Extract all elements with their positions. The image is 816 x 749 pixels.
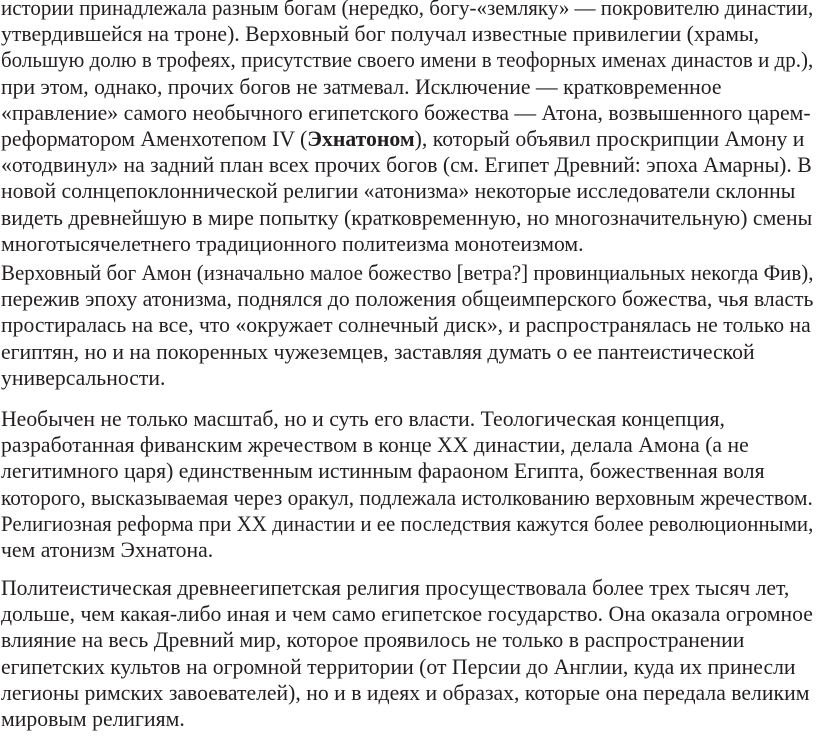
text-line: Верховный бог Амон (изначально малое божество [ветра?] провинциальных некогда Фив), [1,261,814,285]
text-line: видеть древнейшую в мире попытку (кратковременную, но многозначительную) смены [1,205,813,230]
text-line: истории принадлежала разным богам (нередко, богу-«земляку» — покровителю династии, [1,0,814,20]
paragraph-3 [1,406,816,563]
text-line-with-bold [1,126,813,152]
text-line: Необычен не только масштаб, но и суть его власти. Теологическая концепция, [1,407,725,431]
text-line: универсальности. [1,365,166,390]
paragraph-4 [1,575,816,732]
text-line: Религиозная реформа при XX династии и ее последствия кажутся более революционными, [1,511,814,536]
text-line: легионы римских завоевателей), но и в идеях и образах, которые она передала великим [1,680,810,705]
bold-name: Эхнатоном [307,126,415,151]
text-line: чем атонизм Эхнатона. [1,537,214,562]
paragraph-2 [1,260,816,391]
text-line: при этом, однако, прочих богов не затмевал. Исключение — кратковременное [1,74,722,99]
text-line: Политеистическая древнеегипетская религия просуществовала более трех тысяч лет, [1,576,790,600]
text-segment: реформатором Аменхотепом IV ( [1,126,308,151]
text-line: легитимного царя) единственным истинным фараоном Египта, божественная воля [1,459,765,484]
text-line: большую долю в трофеях, присутствие своего имени в теофорных именах династов и др.), [1,48,814,73]
text-line: утвердившейся на троне). Верховный бог получал известные привилегии (храмы, [1,22,760,47]
text-line: «отодвинул» на задний план всех прочих богов (см. Египет Древний: эпоха Амарны). В [1,153,812,178]
text-line: «правление» самого необычного египетского божества — Атона, возвышенного царем- [1,100,811,125]
text-line: новой солнцепоклоннической религии «атонизма» некоторые исследователи склонны [1,179,796,204]
text-line: многотысячелетнего традиционного политеизма монотеизмом. [1,231,584,256]
text-line: мировым религиям. [1,706,185,731]
text-line: пережив эпоху атонизма, поднялся до положения общеимперского божества, чья власть [1,287,814,312]
text-segment: ), который объявил проскрипции Амону и [414,126,805,151]
paragraph-1 [1,0,816,257]
text-line: которого, высказываемая через оракул, подлежала истолкованию верховным жречеством. [1,485,813,510]
text-line: простиралась на все, что «окружает солнечный диск», и распространялась не только на [1,313,811,338]
text-line: влияние на весь Древний мир, которое проявилось не только в распространении [1,628,745,653]
text-line: египетских культов на огромной территории (от Персии до Англии, куда их принесли [1,654,796,679]
text-line: дольше, чем какая-либо иная и чем само египетское государство. Она оказала огромное [1,602,813,627]
text-line: разработанная фиванским жречеством в конце XX династии, делала Амона (а не [1,433,749,458]
text-line: египтян, но и на покоренных чужеземцев, заставляя думать о ее пантеистической [1,339,755,364]
